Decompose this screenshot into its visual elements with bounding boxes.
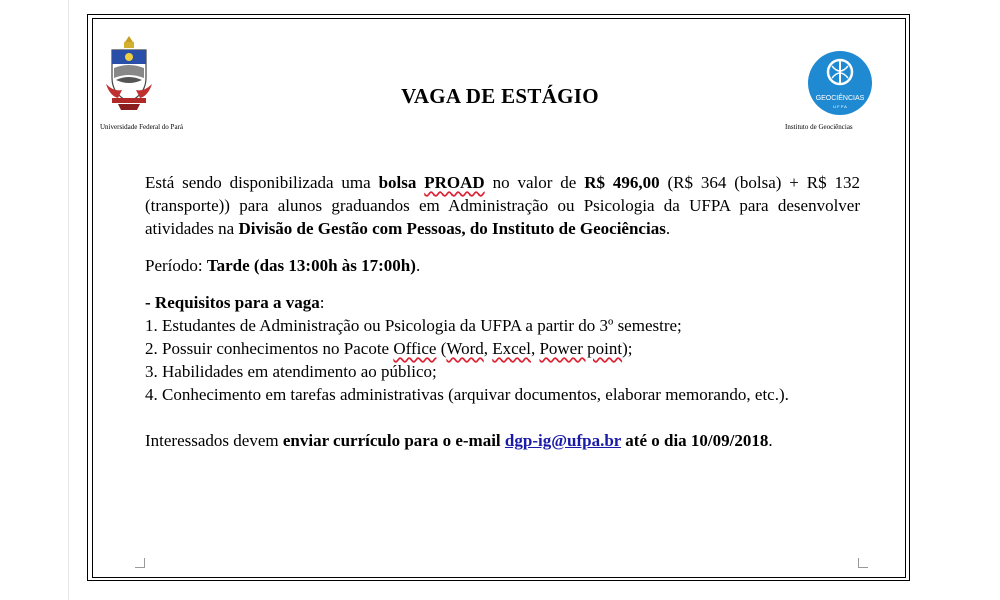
intro-text: .: [665, 219, 671, 238]
requirements-colon: :: [319, 293, 325, 312]
intro-amount: R$ 496,00: [584, 173, 660, 192]
requirement-item-3: 3. Habilidades em atendimento ao público;: [145, 362, 437, 381]
period-line: [145, 254, 860, 277]
requirements-title: Requisitos para a vaga: [154, 293, 320, 312]
geociencias-logo-subtext: U F P A: [833, 104, 847, 109]
req2-word: Word: [446, 339, 484, 358]
contact-paragraph: [145, 429, 860, 452]
document-body: [145, 171, 860, 452]
req2-text: );: [622, 339, 633, 358]
intro-text: Está sendo disponibilizada uma: [145, 173, 379, 192]
req2-powerpoint: Power point: [539, 339, 623, 358]
email-link[interactable]: dgp-ig@ufpa.br: [504, 431, 622, 450]
ufpa-caption: Universidade Federal do Pará: [100, 123, 183, 131]
contact-instruction: enviar currículo para o e-mail: [282, 431, 505, 450]
margin-corner-right: [858, 558, 868, 568]
intro-division: Divisão de Gestão com Pessoas, do Instituto de Geociências: [238, 219, 666, 238]
requirements-prefix: -: [145, 293, 155, 312]
req2-text: ,: [530, 339, 540, 358]
intro-paragraph: [145, 171, 860, 240]
contact-deadline: até o dia 10/09/2018: [621, 431, 769, 450]
geociencias-logo-text: GEOCIÊNCIAS: [815, 95, 865, 102]
requirement-item-1: 1. Estudantes de Administração ou Psicologia da UFPA a partir do 3º semestre;: [145, 316, 682, 335]
contact-text: Interessados devem: [145, 431, 283, 450]
req2-excel: Excel: [492, 339, 531, 358]
intro-proad: PROAD: [424, 173, 485, 192]
req2-text: (: [436, 339, 447, 358]
period-value: Tarde (das 13:00h às 17:00h): [206, 256, 416, 275]
period-label: Período:: [145, 256, 207, 275]
intro-bolsa: bolsa: [378, 173, 425, 192]
intro-text: (R$ 364 (bolsa) + R$ 132 (transporte)) para alunos graduandos em Administração ou Psicologia da UFPA para desenvolver atividades na: [145, 173, 860, 238]
page-title: VAGA DE ESTÁGIO: [401, 84, 599, 108]
req2-text: 2. Possuir conhecimentos no Pacote: [145, 339, 394, 358]
req2-office: Office: [393, 339, 437, 358]
margin-corner-left: [135, 558, 145, 568]
institute-caption: Instituto de Geociências: [785, 123, 853, 131]
contact-end: .: [768, 431, 773, 450]
requirement-item-2: [145, 337, 860, 360]
requirement-item-4: 4. Conhecimento em tarefas administrativas (arquivar documentos, elaborar memorando, etc.).: [145, 385, 789, 404]
period-end: .: [415, 256, 421, 275]
intro-text: no valor de: [484, 173, 585, 192]
req2-text: ,: [483, 339, 493, 358]
requirements-heading: [145, 291, 860, 314]
